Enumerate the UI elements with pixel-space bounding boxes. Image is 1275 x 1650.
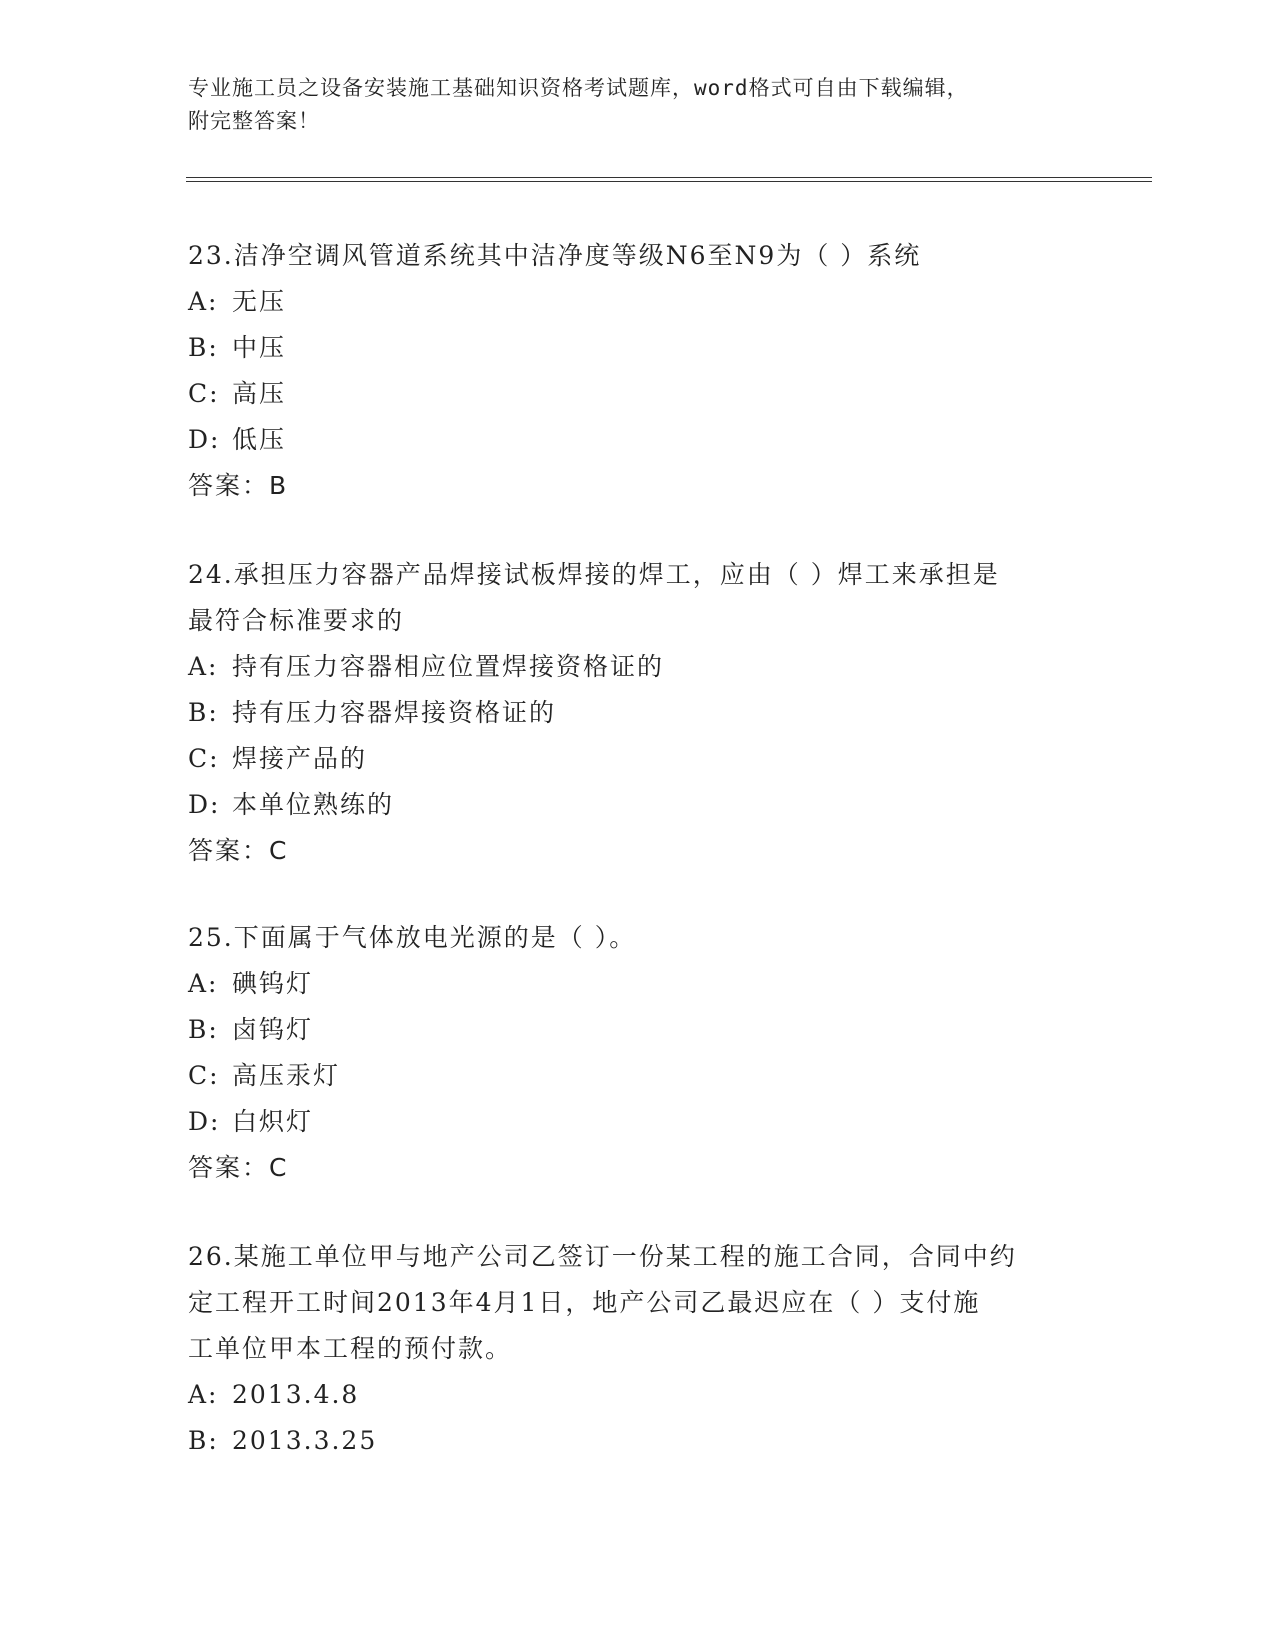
option-letter: B: [188,698,219,727]
option-d [188,1099,1088,1145]
option-letter: D: [188,1107,221,1136]
option-text: 卤钨灯 [232,1015,314,1044]
option-letter: D: [188,425,221,454]
header-line-2: 附完整答案！ [188,109,320,133]
option-text: 高压汞灯 [232,1061,341,1090]
option-letter: B: [188,1015,219,1044]
option-letter: A: [188,652,219,681]
document-header [188,72,1088,138]
option-letter: C: [188,1061,220,1090]
option-a [188,1372,1088,1418]
question-23 [188,233,1088,509]
option-c [188,371,1088,417]
option-letter: B: [188,333,219,362]
option-text: 中压 [232,333,287,362]
option-letter: A: [188,969,219,998]
question-25 [188,915,1088,1191]
question-stem [188,233,1088,279]
answer-line: 答案：C [188,1153,289,1182]
option-text: 持有压力容器相应位置焊接资格证的 [232,652,665,681]
option-b [188,325,1088,371]
option-text: 持有压力容器焊接资格证的 [232,698,557,727]
option-c [188,1053,1088,1099]
option-d [188,417,1088,463]
answer-line: 答案：B [188,471,289,500]
option-text: 碘钨灯 [232,969,314,998]
option-text: 焊接产品的 [232,744,368,773]
answer-line: 答案：C [188,836,289,865]
option-text: 低压 [232,425,287,454]
option-text: 无压 [232,287,287,316]
option-text: 高压 [232,379,287,408]
option-letter: A: [188,1380,219,1409]
option-text: 白炽灯 [232,1107,314,1136]
option-c [188,736,1088,782]
question-stem-line: 23.洁净空调风管道系统其中洁净度等级N6至N9为（ ）系统 [188,241,922,270]
option-a [188,279,1088,325]
question-stem [188,915,1088,961]
question-stem-line: 最符合标准要求的 [188,606,405,635]
question-26 [188,1234,1088,1464]
option-text: 2013.4.8 [232,1380,360,1409]
question-stem-line: 定工程开工时间2013年4月1日，地产公司乙最迟应在（ ）支付施 [188,1288,981,1317]
option-letter: C: [188,744,220,773]
option-letter: A: [188,287,219,316]
question-stem-line: 24.承担压力容器产品焊接试板焊接的焊工，应由（ ）焊工来承担是 [188,560,1000,589]
question-stem-line: 26.某施工单位甲与地产公司乙签订一份某工程的施工合同，合同中约 [188,1242,1017,1271]
option-b [188,690,1088,736]
option-letter: C: [188,379,220,408]
header-divider-bottom [186,181,1152,182]
option-b [188,1007,1088,1053]
option-text: 2013.3.25 [232,1426,378,1455]
option-letter: B: [188,1426,219,1455]
option-a [188,961,1088,1007]
option-text: 本单位熟练的 [232,790,395,819]
option-d [188,782,1088,828]
question-stem [188,552,1088,644]
option-letter: D: [188,790,221,819]
header-divider-top [186,177,1152,178]
option-a [188,644,1088,690]
question-stem-line: 工单位甲本工程的预付款。 [188,1334,513,1363]
header-line-1: 专业施工员之设备安装施工基础知识资格考试题库，word格式可自由下载编辑， [188,76,969,100]
question-24 [188,552,1088,874]
question-stem-line: 25.下面属于气体放电光源的是（ ）。 [188,923,637,952]
question-stem [188,1234,1088,1372]
option-b [188,1418,1088,1464]
